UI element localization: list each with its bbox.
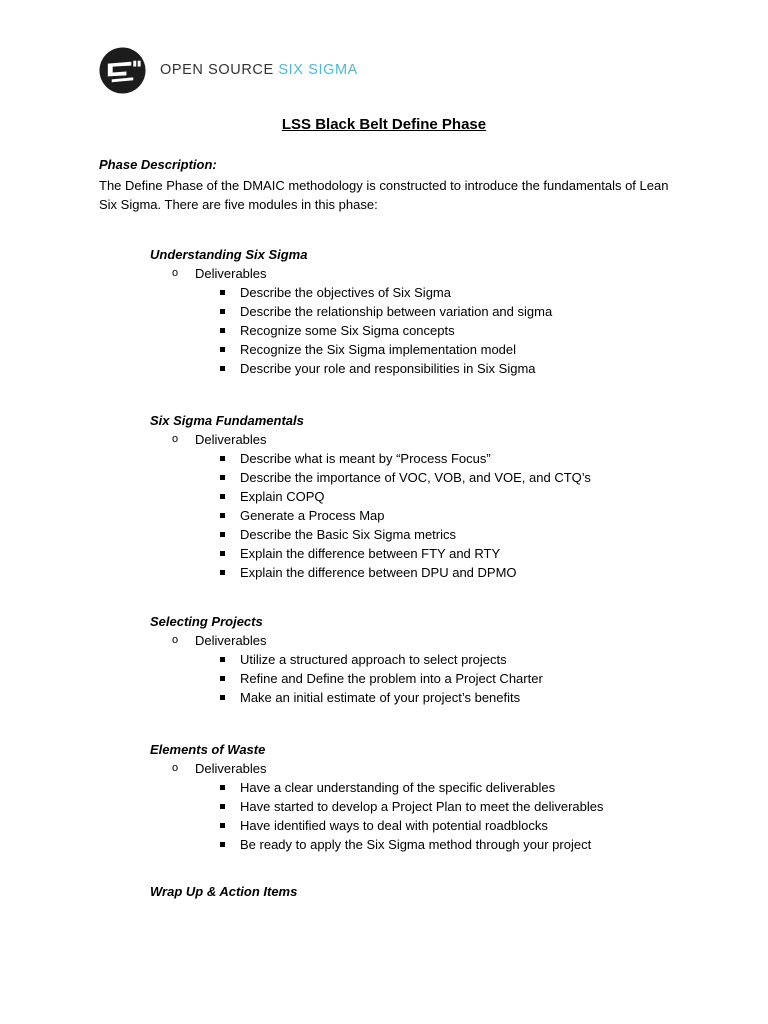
list-item xyxy=(150,563,710,582)
square-bullet-icon xyxy=(220,785,225,790)
circle-bullet-icon: o xyxy=(172,634,179,646)
circle-bullet-icon: o xyxy=(172,267,179,279)
list-item-text: Explain COPQ xyxy=(240,489,325,504)
list-item xyxy=(150,359,710,378)
list-item xyxy=(150,449,710,468)
circle-bullet-icon: o xyxy=(172,762,179,774)
module-selecting-projects xyxy=(150,612,710,707)
deliverables-list xyxy=(150,449,710,582)
list-item xyxy=(150,302,710,321)
list-item xyxy=(150,816,710,835)
list-item xyxy=(150,778,710,797)
list-item-text: Generate a Process Map xyxy=(240,508,385,523)
list-item-text: Describe what is meant by “Process Focus” xyxy=(240,451,491,466)
list-item-text: Describe your role and responsibilities in Six Sigma xyxy=(240,361,536,376)
square-bullet-icon xyxy=(220,309,225,314)
square-bullet-icon xyxy=(220,823,225,828)
list-item-text: Have identified ways to deal with potential roadblocks xyxy=(240,818,548,833)
square-bullet-icon xyxy=(220,456,225,461)
module-title: Six Sigma Fundamentals xyxy=(150,413,304,428)
square-bullet-icon xyxy=(220,494,225,499)
deliverables-row xyxy=(150,759,710,778)
phase-description-text: The Define Phase of the DMAIC methodology is constructed to introduce the fundamentals of Lean Six Sigma. There are five modules in this phase: xyxy=(99,178,669,212)
list-item xyxy=(150,688,710,707)
square-bullet-icon xyxy=(220,328,225,333)
deliverables-label: Deliverables xyxy=(195,266,267,281)
list-item xyxy=(150,340,710,359)
list-item-text: Explain the difference between DPU and DPMO xyxy=(240,565,517,580)
module-wrap-up xyxy=(150,882,710,901)
phase-description-label: Phase Description: xyxy=(99,157,217,172)
module-title: Understanding Six Sigma xyxy=(150,247,308,262)
brand-name-primary: OPEN SOURCE xyxy=(160,62,279,78)
square-bullet-icon xyxy=(220,842,225,847)
brand-name xyxy=(160,62,358,78)
list-item-text: Describe the importance of VOC, VOB, and VOE, and CTQ’s xyxy=(240,470,591,485)
list-item xyxy=(150,650,710,669)
deliverables-list xyxy=(150,650,710,707)
list-item xyxy=(150,525,710,544)
list-item-text: Be ready to apply the Six Sigma method through your project xyxy=(240,837,592,852)
module-title: Wrap Up & Action Items xyxy=(150,884,298,899)
list-item xyxy=(150,283,710,302)
square-bullet-icon xyxy=(220,570,225,575)
deliverables-row xyxy=(150,264,710,283)
list-item xyxy=(150,544,710,563)
deliverables-label: Deliverables xyxy=(195,633,267,648)
square-bullet-icon xyxy=(220,676,225,681)
deliverables-row xyxy=(150,631,710,650)
deliverables-label: Deliverables xyxy=(195,432,267,447)
module-elements-of-waste xyxy=(150,740,710,854)
list-item-text: Describe the objectives of Six Sigma xyxy=(240,285,451,300)
list-item xyxy=(150,835,710,854)
brand-logo-icon xyxy=(99,47,146,94)
list-item xyxy=(150,797,710,816)
brand-name-accent: SIX SIGMA xyxy=(278,62,358,78)
module-title: Elements of Waste xyxy=(150,742,266,757)
list-item xyxy=(150,321,710,340)
module-six-sigma-fundamentals xyxy=(150,411,710,582)
list-item xyxy=(150,468,710,487)
module-title: Selecting Projects xyxy=(150,614,263,629)
list-item xyxy=(150,669,710,688)
list-item-text: Have started to develop a Project Plan to meet the deliverables xyxy=(240,799,604,814)
list-item-text: Explain the difference between FTY and RTY xyxy=(240,546,501,561)
document-title: LSS Black Belt Define Phase xyxy=(281,116,487,133)
square-bullet-icon xyxy=(220,532,225,537)
list-item-text: Make an initial estimate of your project’s benefits xyxy=(240,690,521,705)
square-bullet-icon xyxy=(220,804,225,809)
list-item-text: Have a clear understanding of the specific deliverables xyxy=(240,780,556,795)
deliverables-row xyxy=(150,430,710,449)
list-item-text: Recognize some Six Sigma concepts xyxy=(240,323,455,338)
list-item xyxy=(150,487,710,506)
circle-bullet-icon: o xyxy=(172,433,179,445)
deliverables-list xyxy=(150,778,710,854)
square-bullet-icon xyxy=(220,366,225,371)
deliverables-label: Deliverables xyxy=(195,761,267,776)
list-item-text: Utilize a structured approach to select projects xyxy=(240,652,507,667)
deliverables-list xyxy=(150,283,710,378)
square-bullet-icon xyxy=(220,551,225,556)
square-bullet-icon xyxy=(220,475,225,480)
module-understanding-six-sigma xyxy=(150,245,710,378)
square-bullet-icon xyxy=(220,513,225,518)
square-bullet-icon xyxy=(220,290,225,295)
list-item-text: Refine and Define the problem into a Project Charter xyxy=(240,671,543,686)
square-bullet-icon xyxy=(220,695,225,700)
list-item xyxy=(150,506,710,525)
list-item-text: Describe the Basic Six Sigma metrics xyxy=(240,527,457,542)
list-item-text: Recognize the Six Sigma implementation model xyxy=(240,342,517,357)
square-bullet-icon xyxy=(220,347,225,352)
list-item-text: Describe the relationship between variation and sigma xyxy=(240,304,553,319)
square-bullet-icon xyxy=(220,657,225,662)
brand-logo xyxy=(99,46,358,94)
